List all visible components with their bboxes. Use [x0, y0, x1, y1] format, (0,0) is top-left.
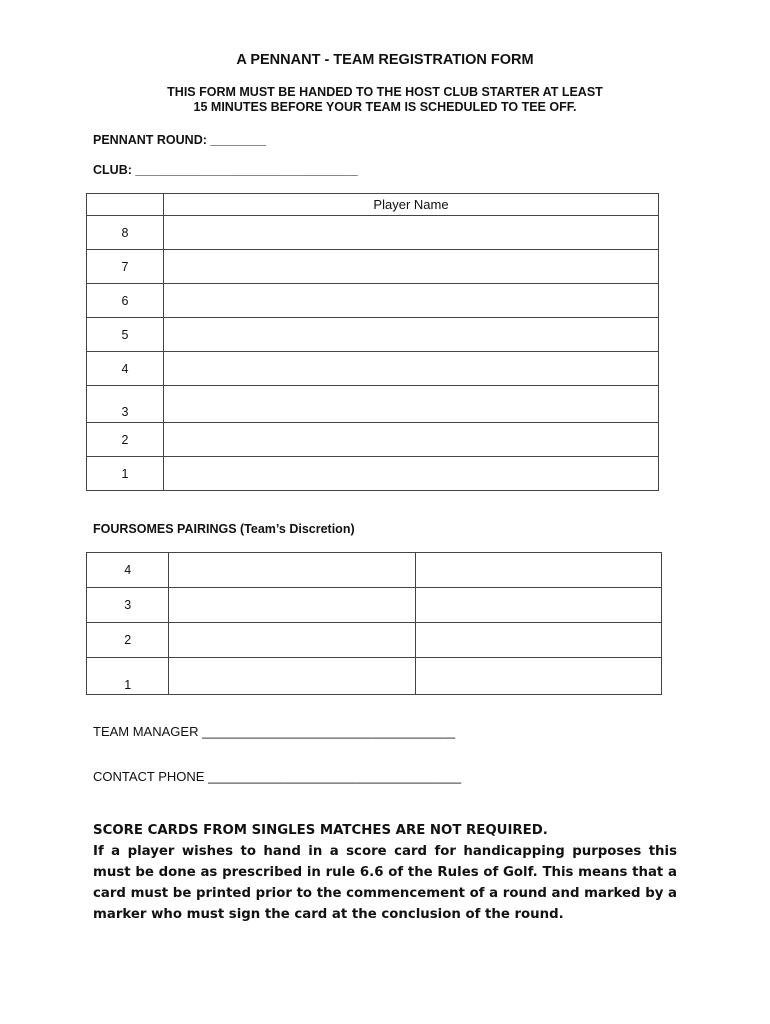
pairing-number: 1 — [87, 658, 169, 695]
pairing-number: 2 — [87, 623, 169, 658]
foursomes-heading: FOURSOMES PAIRINGS (Team’s Discretion) — [93, 522, 355, 536]
table-row — [87, 553, 662, 588]
player-table-header-blank — [87, 194, 164, 216]
pairing-player-a-cell[interactable] — [169, 623, 415, 658]
table-row — [87, 386, 659, 423]
table-row — [87, 352, 659, 386]
player-name-cell[interactable] — [164, 423, 659, 457]
pennant-round-field[interactable]: PENNANT ROUND: ________ — [93, 133, 266, 147]
player-name-cell[interactable] — [164, 318, 659, 352]
player-number: 5 — [87, 318, 164, 352]
player-table-header — [87, 194, 659, 216]
table-row — [87, 457, 659, 491]
pairing-player-b-cell[interactable] — [415, 553, 661, 588]
player-number: 7 — [87, 250, 164, 284]
player-name-cell[interactable] — [164, 216, 659, 250]
player-name-cell[interactable] — [164, 386, 659, 423]
table-row — [87, 623, 662, 658]
player-number: 1 — [87, 457, 164, 491]
table-row — [87, 588, 662, 623]
foursomes-table — [86, 552, 662, 695]
player-name-cell[interactable] — [164, 284, 659, 318]
player-number: 6 — [87, 284, 164, 318]
table-row — [87, 284, 659, 318]
pairing-number: 3 — [87, 588, 169, 623]
player-table — [86, 193, 659, 491]
club-field[interactable]: CLUB: ________________________________ — [93, 163, 358, 177]
team-manager-field[interactable]: TEAM MANAGER ___________________________________ — [93, 724, 456, 739]
scorecard-body: If a player wishes to hand in a score card for handicapping purposes this must be done as prescribed in rule 6.6 of the Rules of Golf. This means that a card must be printed prior to the commencement of a round and marked by a marker who must sign the card at the conclusion of the round. — [93, 844, 677, 922]
pairing-player-b-cell[interactable] — [415, 658, 661, 695]
pairing-player-a-cell[interactable] — [169, 553, 415, 588]
pairing-player-a-cell[interactable] — [169, 658, 415, 695]
pairing-player-b-cell[interactable] — [415, 623, 661, 658]
contact-phone-field[interactable]: CONTACT PHONE ___________________________________ — [93, 769, 462, 784]
pairing-number: 4 — [87, 553, 169, 588]
notice-text — [0, 85, 770, 115]
player-number: 4 — [87, 352, 164, 386]
notice-line-1: THIS FORM MUST BE HANDED TO THE HOST CLUB STARTER AT LEAST — [167, 85, 603, 99]
scorecard-notice — [93, 820, 677, 925]
table-row — [87, 658, 662, 695]
table-row — [87, 318, 659, 352]
player-number: 2 — [87, 423, 164, 457]
table-row — [87, 216, 659, 250]
player-name-header: Player Name — [164, 194, 659, 216]
player-name-cell[interactable] — [164, 457, 659, 491]
pairing-player-b-cell[interactable] — [415, 588, 661, 623]
table-row — [87, 423, 659, 457]
player-number: 8 — [87, 216, 164, 250]
player-name-cell[interactable] — [164, 352, 659, 386]
notice-line-2: 15 MINUTES BEFORE YOUR TEAM IS SCHEDULED TO TEE OFF. — [193, 100, 577, 114]
scorecard-heading: SCORE CARDS FROM SINGLES MATCHES ARE NOT REQUIRED. — [93, 823, 548, 838]
pairing-player-a-cell[interactable] — [169, 588, 415, 623]
player-number: 3 — [87, 386, 164, 423]
player-name-cell[interactable] — [164, 250, 659, 284]
form-title: A PENNANT - TEAM REGISTRATION FORM — [236, 52, 534, 68]
table-row — [87, 250, 659, 284]
